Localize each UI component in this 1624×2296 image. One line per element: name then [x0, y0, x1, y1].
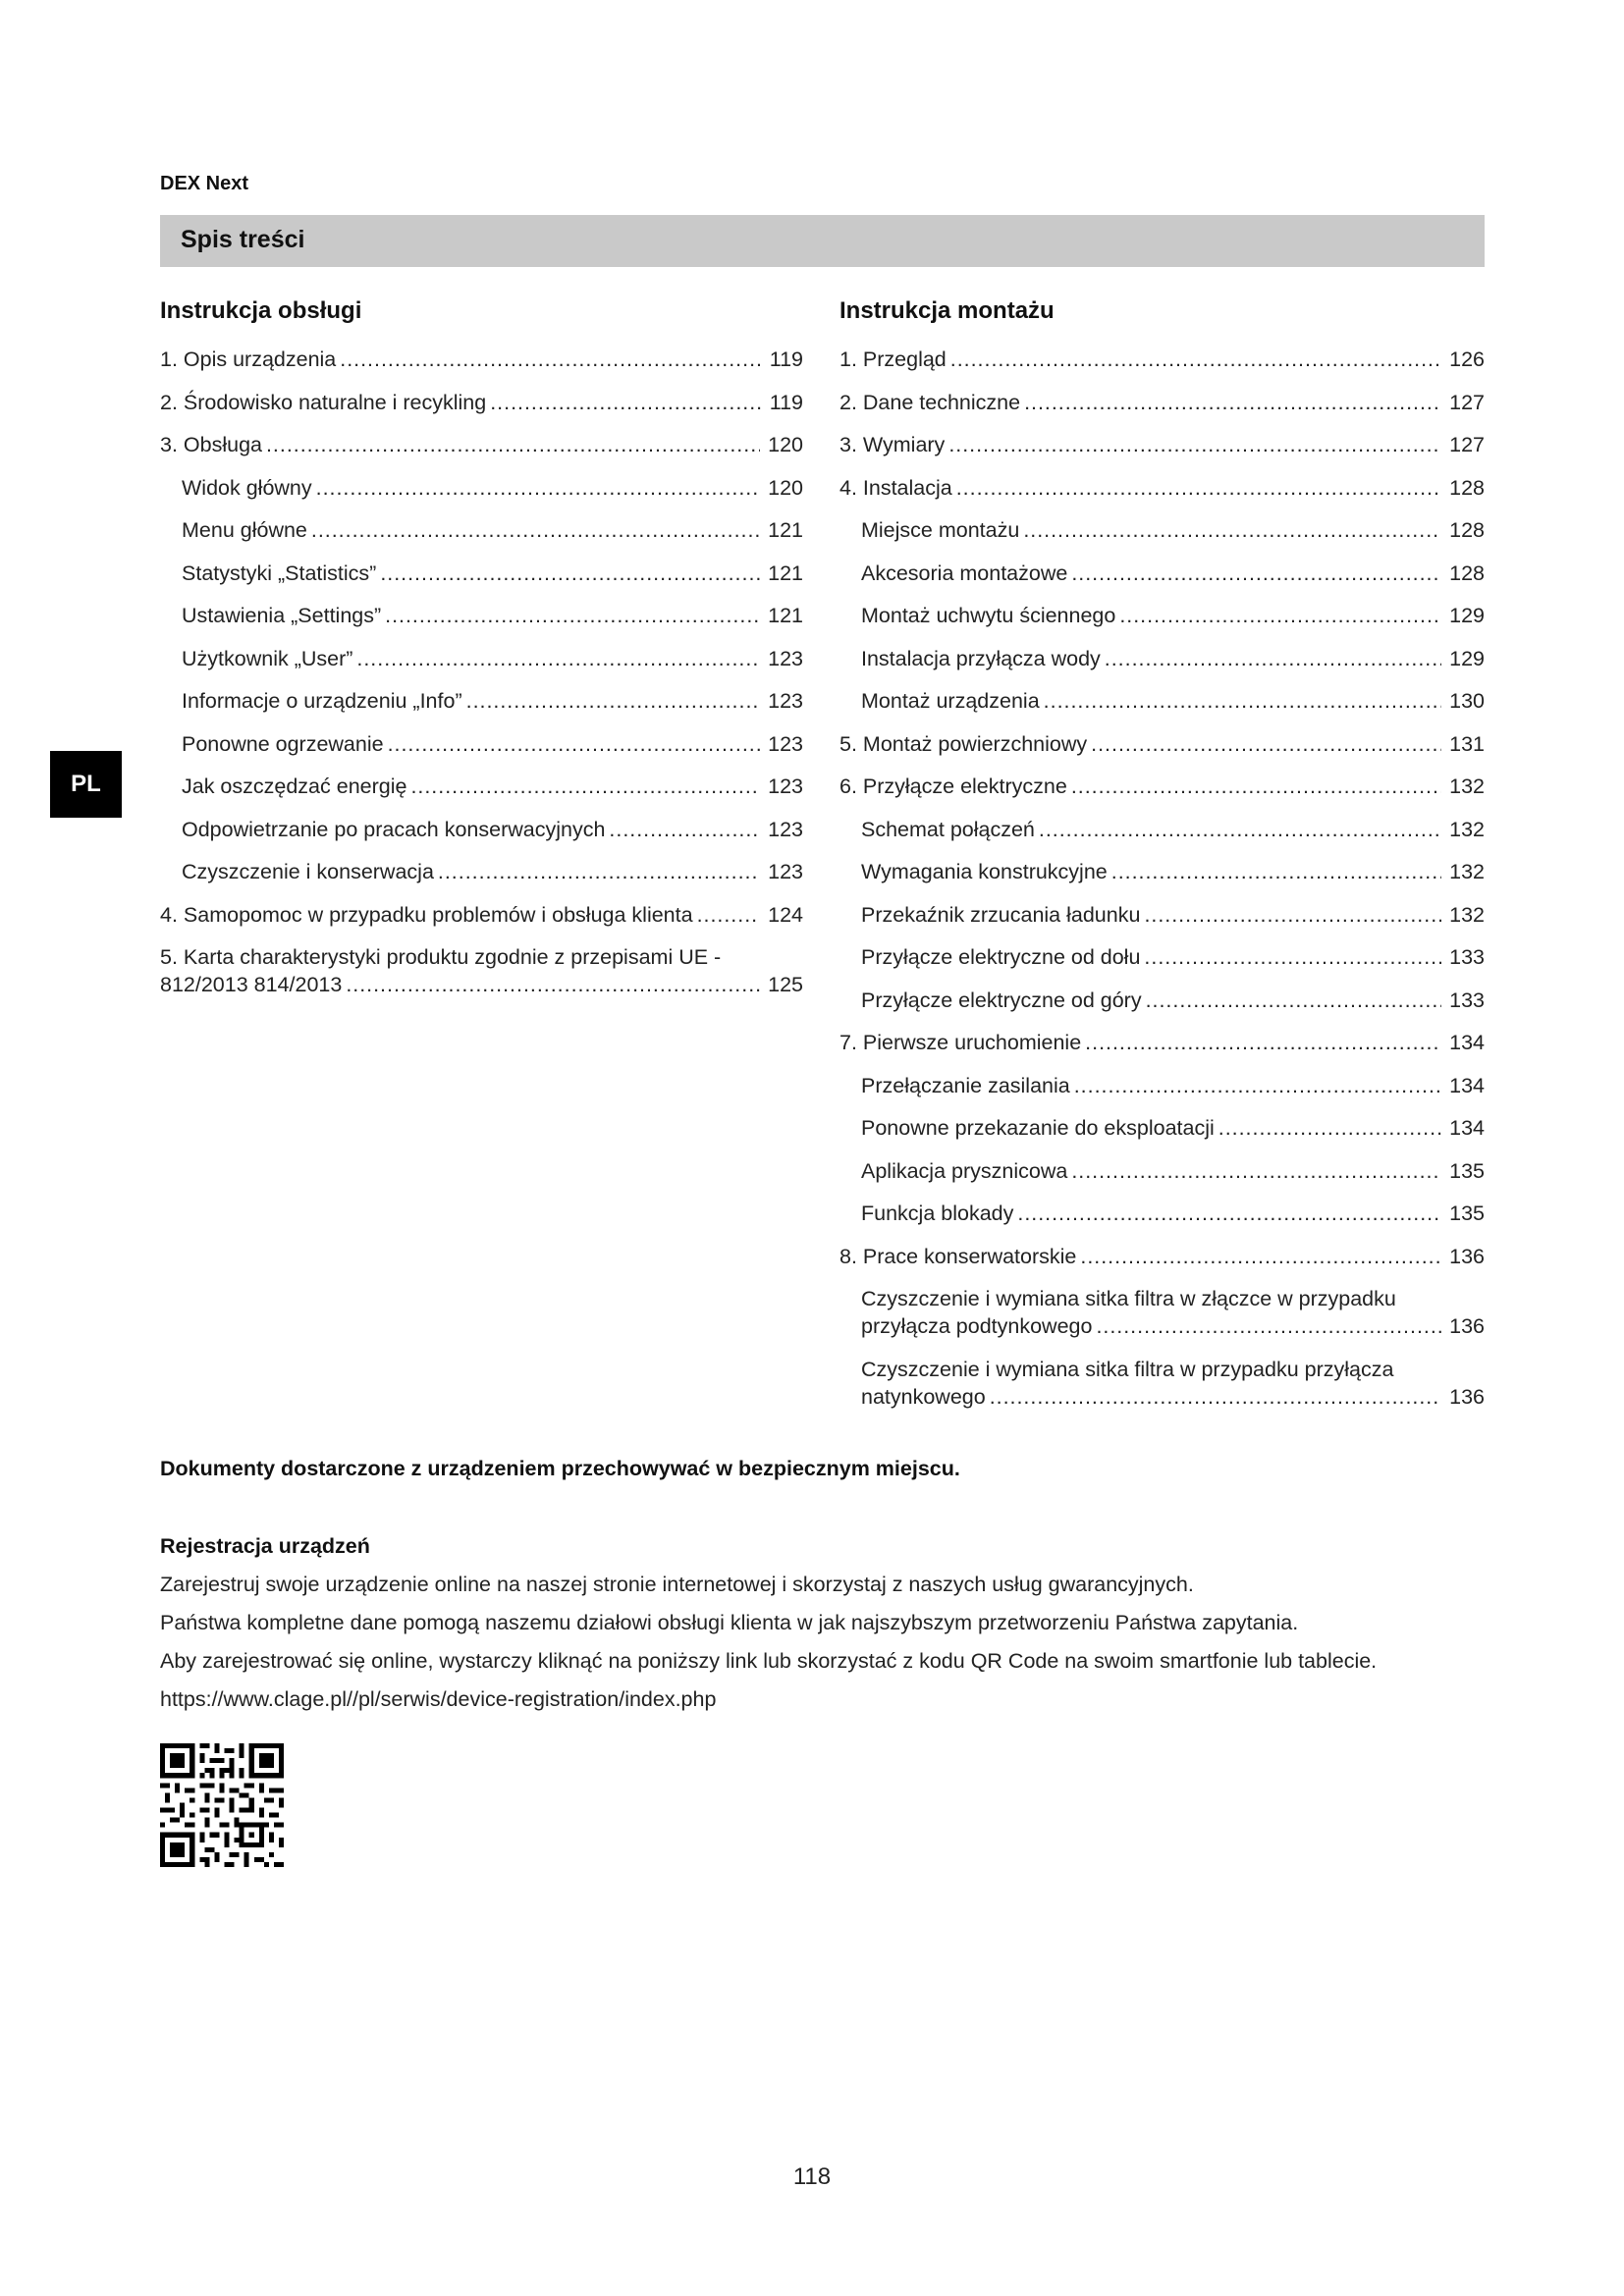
- dot-leader: [438, 858, 760, 885]
- toc-entry-title: 7. Pierwsze uruchomienie: [839, 1031, 1082, 1054]
- toc-entry-title: Akcesoria montażowe: [861, 561, 1068, 585]
- toc-list-installation: [839, 346, 1485, 1411]
- dot-leader: [266, 431, 760, 458]
- dot-leader: [950, 346, 1441, 373]
- toc-entry-row: [861, 645, 1485, 672]
- toc-entry[interactable]: [839, 1029, 1485, 1056]
- toc-entry-page: 131: [1449, 731, 1485, 756]
- toc-entry[interactable]: [839, 1157, 1485, 1185]
- toc-entry-title: 2. Środowisko naturalne i recykling: [160, 390, 487, 414]
- toc-entry-title: przyłącza podtynkowego: [861, 1314, 1093, 1338]
- document-title: DEX Next: [160, 173, 249, 194]
- dot-leader: [410, 773, 760, 800]
- toc-entry-row: [182, 773, 803, 800]
- dot-leader: [1017, 1200, 1441, 1227]
- toc-entry-row: [182, 645, 803, 672]
- toc-entry[interactable]: [839, 389, 1485, 416]
- toc-entry-page: 123: [768, 689, 803, 713]
- toc-entry-title: 3. Obsługa: [160, 433, 262, 456]
- toc-entry-row: [160, 971, 803, 998]
- toc-entry-page: 130: [1449, 689, 1485, 713]
- toc-entry-page: 123: [768, 646, 803, 670]
- toc-header-bar: [160, 215, 1485, 267]
- toc-entry[interactable]: [839, 516, 1485, 544]
- toc-entry-page: 120: [768, 475, 803, 500]
- toc-entry[interactable]: [839, 1072, 1485, 1099]
- toc-entry-page: 132: [1449, 902, 1485, 927]
- toc-entry-page: 128: [1449, 475, 1485, 500]
- toc-entry-row: [861, 1114, 1485, 1142]
- toc-entry-title: Miejsce montażu: [861, 518, 1020, 542]
- toc-entry-row: [160, 431, 803, 458]
- dot-leader: [1146, 987, 1442, 1014]
- toc-entry[interactable]: [160, 687, 803, 715]
- toc-entry[interactable]: [839, 1285, 1485, 1340]
- language-tab: PL: [50, 751, 122, 818]
- toc-entry-row: [861, 687, 1485, 715]
- toc-entry-row: [861, 1157, 1485, 1185]
- dot-leader: [340, 346, 761, 373]
- toc-entry-page: 125: [768, 973, 803, 996]
- toc-entry-row: [861, 858, 1485, 885]
- dot-leader: [1144, 901, 1441, 929]
- dot-leader: [1144, 943, 1441, 971]
- toc-entry[interactable]: [160, 560, 803, 587]
- toc-entry-page: 132: [1449, 817, 1485, 841]
- toc-entry[interactable]: [839, 1200, 1485, 1227]
- toc-entry-page: 132: [1449, 860, 1485, 883]
- dot-leader: [956, 474, 1441, 502]
- toc-entry-title: 1. Przegląd: [839, 347, 947, 371]
- page-number: 118: [792, 2163, 832, 2190]
- toc-list-operating: [160, 346, 803, 998]
- toc-entry-title: Przełączanie zasilania: [861, 1073, 1070, 1097]
- toc-entry-row: [839, 773, 1485, 800]
- dot-leader: [1111, 858, 1441, 885]
- toc-entry[interactable]: [160, 516, 803, 544]
- dot-leader: [1119, 602, 1441, 629]
- toc-entry-page: 123: [768, 817, 803, 841]
- toc-entry-row: [182, 474, 803, 502]
- toc-entry-page: 127: [1449, 390, 1485, 414]
- toc-entry-title: Statystyki „Statistics”: [182, 561, 377, 585]
- toc-entry-row: [839, 431, 1485, 458]
- registration-line: Aby zarejestrować się online, wystarczy kliknąć na poniższy link lub skorzystać z kodu QR Code na swoim smartfonie lub tablecie.: [160, 1649, 1378, 1673]
- toc-entry-title: Czyszczenie i konserwacja: [182, 860, 434, 883]
- dot-leader: [1218, 1114, 1441, 1142]
- toc-heading-installation: Instrukcja montażu: [839, 297, 1055, 324]
- toc-entry[interactable]: [839, 773, 1485, 800]
- dot-leader: [490, 389, 761, 416]
- dot-leader: [1023, 516, 1441, 544]
- dot-leader: [1105, 645, 1441, 672]
- dot-leader: [1024, 389, 1441, 416]
- toc-entry[interactable]: [839, 816, 1485, 843]
- toc-column-operating: [160, 297, 803, 1014]
- toc-entry-page: 134: [1449, 1073, 1485, 1097]
- toc-entry-row: [182, 687, 803, 715]
- toc-entry-page: 121: [768, 518, 803, 542]
- toc-entry-page: 123: [768, 774, 803, 798]
- toc-entry-row: [861, 943, 1485, 971]
- toc-entry-page: 135: [1449, 1158, 1485, 1183]
- toc-entry-row: [839, 1243, 1485, 1270]
- toc-entry[interactable]: [160, 858, 803, 885]
- dot-leader: [1044, 687, 1441, 715]
- toc-entry-row: [182, 816, 803, 843]
- toc-entry-title: Ponowne ogrzewanie: [182, 731, 384, 756]
- toc-entry[interactable]: [839, 858, 1485, 885]
- toc-entry-title: Przekaźnik zrzucania ładunku: [861, 902, 1141, 927]
- toc-entry-page: 126: [1449, 347, 1485, 371]
- toc-entry-page: 133: [1449, 945, 1485, 969]
- toc-entry-title: 4. Instalacja: [839, 475, 952, 500]
- toc-entry[interactable]: [839, 346, 1485, 373]
- registration-title: Rejestracja urządzeń: [160, 1534, 370, 1558]
- toc-entry-page: 136: [1449, 1244, 1485, 1268]
- toc-entry-title: natynkowego: [861, 1384, 986, 1409]
- toc-entry-row: [182, 858, 803, 885]
- toc-entry-page: 123: [768, 731, 803, 756]
- toc-entry-title-line: 5. Karta charakterystyki produktu zgodnie z przepisami UE -: [160, 945, 722, 969]
- toc-entry[interactable]: [160, 474, 803, 502]
- toc-entry[interactable]: [839, 1356, 1485, 1411]
- toc-entry-page: 124: [768, 902, 803, 927]
- toc-title: Spis treści: [181, 226, 305, 253]
- toc-entry[interactable]: [160, 730, 803, 758]
- toc-entry-title: 2. Dane techniczne: [839, 390, 1021, 414]
- toc-entry[interactable]: [160, 773, 803, 800]
- toc-entry-page: 129: [1449, 646, 1485, 670]
- dot-leader: [1091, 730, 1441, 758]
- toc-entry-row: [861, 1312, 1485, 1340]
- toc-entry-page: 132: [1449, 774, 1485, 798]
- dot-leader: [1074, 1072, 1441, 1099]
- toc-entry-page: 121: [768, 604, 803, 627]
- toc-entry-row: [839, 1029, 1485, 1056]
- dot-leader: [311, 516, 760, 544]
- toc-entry[interactable]: [160, 901, 803, 929]
- toc-entry-title: 1. Opis urządzenia: [160, 347, 337, 371]
- registration-line: Zarejestruj swoje urządzenie online na naszej stronie internetowej i skorzystaj z naszych usług gwarancyjnych.: [160, 1573, 1194, 1596]
- dot-leader: [609, 816, 760, 843]
- toc-entry[interactable]: [160, 346, 803, 373]
- toc-entry-row: [182, 516, 803, 544]
- toc-entry[interactable]: [839, 1114, 1485, 1142]
- toc-entry[interactable]: [160, 816, 803, 843]
- toc-entry-row: [861, 602, 1485, 629]
- toc-entry-row: [861, 1200, 1485, 1227]
- toc-entry-title: 6. Przyłącze elektryczne: [839, 774, 1067, 798]
- toc-entry-row: [182, 730, 803, 758]
- toc-entry-row: [839, 474, 1485, 502]
- toc-entry[interactable]: [839, 943, 1485, 971]
- toc-entry-title: Montaż uchwytu ściennego: [861, 604, 1116, 627]
- toc-entry-row: [861, 516, 1485, 544]
- dot-leader: [1071, 1157, 1441, 1185]
- toc-entry-title-line: Czyszczenie i wymiana sitka filtra w złączce w przypadku: [861, 1287, 1396, 1310]
- toc-entry-title: Jak oszczędzać energię: [182, 774, 407, 798]
- toc-entry-title: Przyłącze elektryczne od góry: [861, 988, 1142, 1012]
- toc-entry-page: 119: [769, 347, 803, 371]
- toc-entry-page: 129: [1449, 604, 1485, 627]
- toc-entry[interactable]: [839, 987, 1485, 1014]
- toc-entry-title: Wymagania konstrukcyjne: [861, 860, 1108, 883]
- dot-leader: [1039, 816, 1441, 843]
- toc-entry[interactable]: [160, 602, 803, 629]
- toc-entry[interactable]: [839, 474, 1485, 502]
- toc-entry-row: [861, 560, 1485, 587]
- dot-leader: [948, 431, 1441, 458]
- toc-entry-page: 134: [1449, 1031, 1485, 1054]
- toc-entry-title: Ustawienia „Settings”: [182, 604, 382, 627]
- dot-leader: [1096, 1312, 1441, 1340]
- toc-entry-title-line: Czyszczenie i wymiana sitka filtra w przypadku przyłącza: [861, 1357, 1394, 1381]
- toc-entry-title: Widok główny: [182, 475, 312, 500]
- toc-entry-title: 3. Wymiary: [839, 433, 946, 456]
- toc-entry-title: Menu główne: [182, 518, 307, 542]
- toc-entry-page: 119: [769, 390, 803, 414]
- dot-leader: [1071, 773, 1441, 800]
- toc-heading-operating: Instrukcja obsługi: [160, 297, 362, 324]
- toc-entry-title: Przyłącze elektryczne od dołu: [861, 945, 1141, 969]
- dot-leader: [316, 474, 760, 502]
- toc-entry-page: 133: [1449, 988, 1485, 1012]
- toc-entry-row: [861, 1383, 1485, 1411]
- toc-entry-title: Informacje o urządzeniu „Info”: [182, 689, 462, 713]
- registration-line: Państwa kompletne dane pomogą naszemu działowi obsługi klienta w jak najszybszym przetworzeniu Państwa zapytania.: [160, 1611, 1299, 1634]
- dot-leader: [385, 602, 760, 629]
- dot-leader: [346, 971, 760, 998]
- dot-leader: [990, 1383, 1441, 1411]
- toc-entry-row: [839, 346, 1485, 373]
- toc-entry-row: [839, 730, 1485, 758]
- toc-entry-title: Użytkownik „User”: [182, 646, 353, 670]
- dot-leader: [1071, 560, 1441, 587]
- toc-entry[interactable]: [839, 901, 1485, 929]
- registration-url[interactable]: https://www.clage.pl//pl/serwis/device-registration/index.php: [160, 1687, 717, 1711]
- toc-entry[interactable]: [839, 687, 1485, 715]
- toc-entry-row: [839, 389, 1485, 416]
- documents-note: Dokumenty dostarczone z urządzeniem przechowywać w bezpiecznym miejscu.: [160, 1457, 960, 1480]
- toc-entry-page: 128: [1449, 561, 1485, 585]
- toc-entry-page: 120: [768, 433, 803, 456]
- toc-entry-title: 4. Samopomoc w przypadku problemów i obsługa klienta: [160, 902, 693, 927]
- toc-entry-title: Aplikacja prysznicowa: [861, 1158, 1068, 1183]
- toc-entry-title: Instalacja przyłącza wody: [861, 646, 1101, 670]
- toc-entry-title: Odpowietrzanie po pracach konserwacyjnych: [182, 817, 606, 841]
- toc-column-installation: [839, 297, 1485, 1425]
- toc-entry[interactable]: [839, 431, 1485, 458]
- toc-entry-title: Schemat połączeń: [861, 817, 1035, 841]
- toc-entry-row: [861, 1072, 1485, 1099]
- toc-entry-row: [182, 560, 803, 587]
- toc-entry-title: 812/2013 814/2013: [160, 973, 343, 996]
- toc-entry-page: 135: [1449, 1201, 1485, 1225]
- toc-entry-row: [861, 816, 1485, 843]
- toc-entry[interactable]: [839, 1243, 1485, 1270]
- toc-entry-row: [861, 901, 1485, 929]
- toc-entry-row: [160, 346, 803, 373]
- toc-entry-page: 134: [1449, 1116, 1485, 1140]
- toc-entry-title: 5. Montaż powierzchniowy: [839, 731, 1088, 756]
- toc-entry-title: 8. Prace konserwatorskie: [839, 1244, 1077, 1268]
- toc-entry-row: [861, 987, 1485, 1014]
- dot-leader: [1085, 1029, 1441, 1056]
- dot-leader: [356, 645, 760, 672]
- toc-entry-page: 127: [1449, 433, 1485, 456]
- toc-entry-page: 128: [1449, 518, 1485, 542]
- dot-leader: [1080, 1243, 1441, 1270]
- toc-entry[interactable]: [160, 389, 803, 416]
- dot-leader: [466, 687, 761, 715]
- qr-code[interactable]: [160, 1743, 284, 1867]
- toc-entry-page: 136: [1449, 1384, 1485, 1409]
- toc-entry[interactable]: [160, 943, 803, 998]
- toc-entry-row: [182, 602, 803, 629]
- dot-leader: [697, 901, 761, 929]
- toc-entry[interactable]: [160, 431, 803, 458]
- toc-entry[interactable]: [839, 730, 1485, 758]
- dot-leader: [380, 560, 760, 587]
- toc-entry-row: [160, 389, 803, 416]
- toc-entry[interactable]: [839, 645, 1485, 672]
- toc-entry-page: 123: [768, 860, 803, 883]
- toc-entry-row: [160, 901, 803, 929]
- toc-entry[interactable]: [839, 602, 1485, 629]
- toc-entry-title: Montaż urządzenia: [861, 689, 1040, 713]
- toc-entry[interactable]: [160, 645, 803, 672]
- toc-entry-title: Funkcja blokady: [861, 1201, 1014, 1225]
- toc-entry[interactable]: [839, 560, 1485, 587]
- toc-entry-page: 136: [1449, 1314, 1485, 1338]
- toc-entry-page: 121: [768, 561, 803, 585]
- dot-leader: [388, 730, 761, 758]
- toc-entry-title: Ponowne przekazanie do eksploatacji: [861, 1116, 1215, 1140]
